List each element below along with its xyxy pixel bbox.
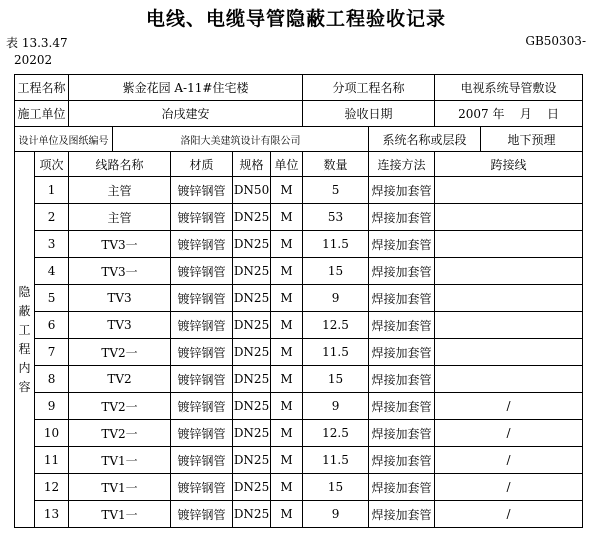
- cell-no: 4: [35, 258, 69, 285]
- cell-quantity: 9: [303, 501, 369, 528]
- cell-method: 焊接加套管: [369, 177, 435, 204]
- col-method: 连接方法: [369, 152, 435, 177]
- cell-method: 焊接加套管: [369, 285, 435, 312]
- cell-quantity: 11.5: [303, 447, 369, 474]
- cell-material: 镀锌钢管: [171, 258, 233, 285]
- cell-unit: M: [271, 366, 303, 393]
- cell-material: 镀锌钢管: [171, 420, 233, 447]
- table-row: [15, 231, 583, 258]
- cell-method: 焊接加套管: [369, 231, 435, 258]
- cell-line-name: TV3: [69, 312, 171, 339]
- cell-line-name: TV2一: [69, 393, 171, 420]
- col-unit: 单位: [271, 152, 303, 177]
- cell-method: 焊接加套管: [369, 339, 435, 366]
- table-row: [15, 501, 583, 528]
- table-row: [15, 177, 583, 204]
- cell-spec: DN25: [233, 393, 271, 420]
- cell-no: 12: [35, 474, 69, 501]
- acceptance-date-value: 2007 年 月 日: [435, 101, 583, 127]
- cell-line-name: TV1一: [69, 474, 171, 501]
- cell-line-name: 主管: [69, 177, 171, 204]
- system-value: 地下预理: [481, 127, 583, 152]
- side-char: 容: [18, 379, 31, 394]
- project-row: [15, 75, 583, 101]
- cell-jumper: [435, 258, 583, 285]
- cell-jumper: /: [435, 501, 583, 528]
- construction-unit-label: 施工单位: [15, 101, 69, 127]
- cell-quantity: 11.5: [303, 339, 369, 366]
- table-row: [15, 474, 583, 501]
- col-jumper: 跨接线: [435, 152, 583, 177]
- design-unit-label: 设计单位及图纸编号: [15, 127, 113, 152]
- cell-no: 11: [35, 447, 69, 474]
- cell-no: 7: [35, 339, 69, 366]
- cell-quantity: 11.5: [303, 231, 369, 258]
- cell-spec: DN25: [233, 339, 271, 366]
- cell-unit: M: [271, 339, 303, 366]
- cell-jumper: [435, 177, 583, 204]
- cell-jumper: /: [435, 447, 583, 474]
- cell-material: 镀锌钢管: [171, 501, 233, 528]
- cell-method: 焊接加套管: [369, 204, 435, 231]
- project-name-label: 工程名称: [15, 75, 69, 101]
- table-row: [15, 447, 583, 474]
- design-row: [15, 127, 583, 152]
- table-row: [15, 366, 583, 393]
- cell-spec: DN25: [233, 366, 271, 393]
- cell-unit: M: [271, 258, 303, 285]
- cell-quantity: 12.5: [303, 312, 369, 339]
- cell-material: 镀锌钢管: [171, 231, 233, 258]
- cell-line-name: 主管: [69, 204, 171, 231]
- cell-jumper: [435, 366, 583, 393]
- document-title: 电线、电缆导管隐蔽工程验收记录: [145, 8, 446, 30]
- cell-unit: M: [271, 312, 303, 339]
- sub-project-label: 分项工程名称: [303, 75, 435, 101]
- construction-unit-value: 冶戌建安: [69, 101, 303, 127]
- cell-jumper: [435, 204, 583, 231]
- cell-material: 镀锌钢管: [171, 177, 233, 204]
- cell-no: 10: [35, 420, 69, 447]
- cell-unit: M: [271, 447, 303, 474]
- design-unit-value: 洛阳大美建筑设计有限公司: [113, 127, 369, 152]
- side-char: 内: [18, 360, 31, 375]
- col-material: 材质: [171, 152, 233, 177]
- cell-line-name: TV2一: [69, 339, 171, 366]
- col-spec: 规格: [233, 152, 271, 177]
- table-row: [15, 393, 583, 420]
- standard-code: GB50303-: [525, 34, 586, 48]
- hidden-work-side-label: [15, 152, 35, 528]
- cell-unit: M: [271, 177, 303, 204]
- cell-jumper: [435, 339, 583, 366]
- cell-no: 1: [35, 177, 69, 204]
- cell-line-name: TV3: [69, 285, 171, 312]
- cell-method: 焊接加套管: [369, 501, 435, 528]
- cell-jumper: /: [435, 393, 583, 420]
- cell-method: 焊接加套管: [369, 447, 435, 474]
- cell-spec: DN25: [233, 258, 271, 285]
- construction-row: [15, 101, 583, 127]
- cell-quantity: 15: [303, 258, 369, 285]
- cell-spec: DN25: [233, 474, 271, 501]
- cell-jumper: [435, 285, 583, 312]
- sub-project-value: 电视系统导管敷设: [435, 75, 583, 101]
- cell-line-name: TV2一: [69, 420, 171, 447]
- cell-method: 焊接加套管: [369, 258, 435, 285]
- cell-jumper: /: [435, 474, 583, 501]
- cell-material: 镀锌钢管: [171, 204, 233, 231]
- table-row: [15, 420, 583, 447]
- cell-material: 镀锌钢管: [171, 339, 233, 366]
- cell-quantity: 12.5: [303, 420, 369, 447]
- acceptance-table: [14, 74, 583, 528]
- cell-spec: DN25: [233, 501, 271, 528]
- cell-material: 镀锌钢管: [171, 366, 233, 393]
- cell-quantity: 53: [303, 204, 369, 231]
- cell-no: 9: [35, 393, 69, 420]
- cell-unit: M: [271, 231, 303, 258]
- cell-method: 焊接加套管: [369, 474, 435, 501]
- cell-unit: M: [271, 474, 303, 501]
- table-row: [15, 258, 583, 285]
- cell-spec: DN25: [233, 204, 271, 231]
- col-line-name: 线路名称: [69, 152, 171, 177]
- side-char: 隐: [18, 284, 31, 299]
- table-row: [15, 312, 583, 339]
- side-char: 程: [18, 341, 31, 356]
- column-header-row: [15, 152, 583, 177]
- cell-material: 镀锌钢管: [171, 447, 233, 474]
- acceptance-date-label: 验收日期: [303, 101, 435, 127]
- cell-unit: M: [271, 285, 303, 312]
- cell-material: 镀锌钢管: [171, 285, 233, 312]
- cell-method: 焊接加套管: [369, 312, 435, 339]
- cell-jumper: [435, 312, 583, 339]
- cell-material: 镀锌钢管: [171, 312, 233, 339]
- col-no: 项次: [35, 152, 69, 177]
- cell-quantity: 15: [303, 366, 369, 393]
- form-number-continued: 20202: [14, 53, 53, 67]
- cell-spec: DN25: [233, 285, 271, 312]
- table-row: [15, 204, 583, 231]
- col-quantity: 数量: [303, 152, 369, 177]
- cell-material: 镀锌钢管: [171, 393, 233, 420]
- cell-no: 6: [35, 312, 69, 339]
- side-char: 工: [18, 322, 31, 337]
- cell-jumper: /: [435, 420, 583, 447]
- cell-method: 焊接加套管: [369, 420, 435, 447]
- cell-spec: DN25: [233, 420, 271, 447]
- cell-method: 焊接加套管: [369, 393, 435, 420]
- cell-line-name: TV2: [69, 366, 171, 393]
- form-number: 表 13.3.47: [6, 36, 68, 50]
- cell-no: 5: [35, 285, 69, 312]
- cell-unit: M: [271, 420, 303, 447]
- cell-quantity: 5: [303, 177, 369, 204]
- cell-spec: DN25: [233, 312, 271, 339]
- cell-no: 3: [35, 231, 69, 258]
- table-row: [15, 339, 583, 366]
- cell-spec: DN25: [233, 447, 271, 474]
- cell-line-name: TV3一: [69, 258, 171, 285]
- cell-unit: M: [271, 393, 303, 420]
- cell-unit: M: [271, 501, 303, 528]
- cell-no: 13: [35, 501, 69, 528]
- cell-line-name: TV3一: [69, 231, 171, 258]
- cell-material: 镀锌钢管: [171, 474, 233, 501]
- cell-no: 2: [35, 204, 69, 231]
- cell-spec: DN25: [233, 231, 271, 258]
- cell-quantity: 9: [303, 285, 369, 312]
- cell-no: 8: [35, 366, 69, 393]
- cell-quantity: 15: [303, 474, 369, 501]
- cell-jumper: [435, 231, 583, 258]
- cell-spec: DN50: [233, 177, 271, 204]
- system-label: 系统名称或层段: [369, 127, 481, 152]
- cell-quantity: 9: [303, 393, 369, 420]
- cell-line-name: TV1一: [69, 447, 171, 474]
- cell-unit: M: [271, 204, 303, 231]
- table-row: [15, 285, 583, 312]
- project-name-value: 紫金花园 A-11#住宅楼: [69, 75, 303, 101]
- cell-line-name: TV1一: [69, 501, 171, 528]
- side-char: 蔽: [18, 303, 31, 318]
- cell-method: 焊接加套管: [369, 366, 435, 393]
